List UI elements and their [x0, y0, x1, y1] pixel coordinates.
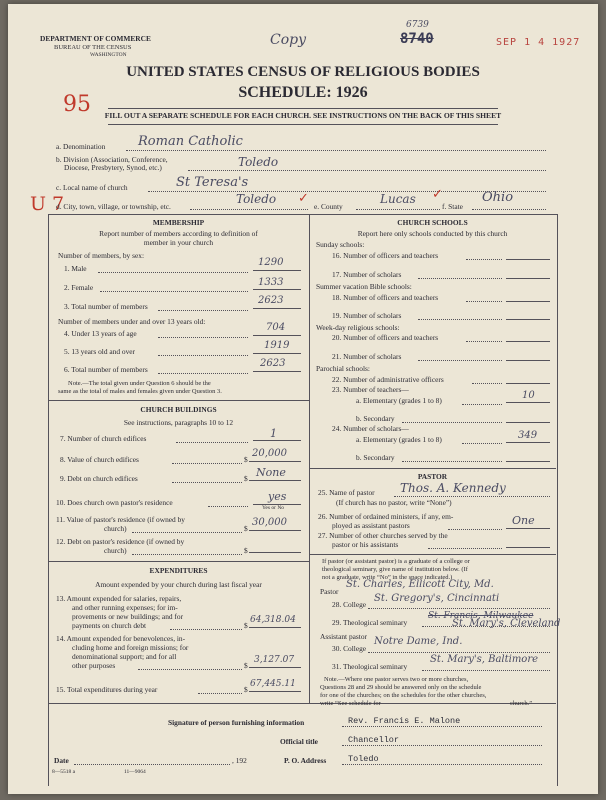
q18-label: 18. Number of officers and teachers	[332, 293, 439, 302]
q22-label: 22. Number of administrative officers	[332, 375, 444, 384]
q12-label: 12. Debt on pastor's residence (if owned by	[56, 537, 185, 546]
division-label: b. Division (Association, Conference,	[56, 155, 168, 164]
q19-label: 19. Number of scholars	[332, 311, 402, 320]
county-label: e. County	[314, 202, 343, 211]
membership-intro: Report number of members according to definition of	[99, 229, 258, 238]
year-label: , 192	[232, 756, 247, 765]
q1-value: 1290	[258, 257, 284, 268]
column-divider	[309, 214, 310, 669]
date-label: Date	[54, 756, 69, 765]
signature-value: Rev. Francis E. Malone	[348, 716, 461, 726]
expenditures-intro: Amount expended by your church during last fiscal year	[95, 580, 262, 589]
q14-value: 3,127.07	[254, 655, 295, 665]
parochial-schools-label: Parochial schools:	[316, 364, 370, 373]
q23b-label: b. Secondary	[356, 414, 395, 423]
dollar-sign: $	[244, 546, 248, 555]
membership-heading: MEMBERSHIP	[152, 218, 205, 227]
denomination-label: a. Denomination	[56, 142, 106, 151]
q25-value: Thos. A. Kennedy	[400, 481, 506, 495]
buildings-intro: See instructions, paragraphs 10 to 12	[123, 418, 234, 427]
q23a-label: a. Elementary (grades 1 to 8)	[356, 396, 442, 405]
official-title-value: Chancellor	[348, 735, 400, 745]
q10-value: yes	[268, 490, 287, 503]
q14-label-4: other purposes	[72, 661, 116, 670]
q27-label: 27. Number of other churches served by the	[318, 531, 448, 540]
q7-value: 1	[270, 427, 277, 440]
q9-value: None	[256, 466, 286, 479]
q14-label-2: cluding home and foreign missions; for	[72, 643, 189, 652]
age-label: Number of members under and over 13 years old:	[58, 317, 206, 326]
pastor-college-value: St. Charles, Ellicott City, Md.	[346, 579, 494, 590]
q11-value: 30,000	[252, 517, 287, 528]
by-sex-label: Number of members, by sex:	[58, 251, 144, 260]
q23a-value: 10	[522, 390, 535, 401]
division-label-2: Diocese, Presbytery, Synod, etc.)	[64, 163, 162, 172]
q27-label-2: pastor or his assistants	[332, 540, 399, 549]
q5-label: 5. 13 years old and over	[64, 347, 136, 356]
membership-note: Note.—The total given under Question 6 should be the	[68, 380, 211, 387]
q23-label: 23. Number of teachers—	[332, 385, 409, 394]
q24-label: 24. Number of scholars—	[332, 424, 409, 433]
membership-note-2: same as the total of males and females given under Question 3.	[58, 388, 222, 395]
q2-value: 1333	[258, 277, 284, 288]
city-value: Toledo	[236, 192, 277, 206]
q28-label: 28. College	[332, 600, 367, 609]
state-value: Ohio	[482, 190, 514, 205]
number-stamp: 8740	[400, 31, 434, 47]
margin-note-u7: U 7	[30, 193, 65, 215]
bureau-label: BUREAU OF THE CENSUS	[54, 44, 132, 51]
q25-label: 25. Name of pastor	[318, 488, 375, 497]
church-name-label: c. Local name of church	[56, 183, 128, 192]
schools-heading: CHURCH SCHOOLS	[397, 218, 468, 227]
sunday-schools-label: Sunday schools:	[316, 240, 365, 249]
q8-label: 8. Value of church edifices	[60, 455, 139, 464]
q14-label: 14. Amount expended for benevolences, in-	[56, 634, 186, 643]
q29-label: 29. Theological seminary	[332, 618, 408, 627]
assistant-value: St. Mary's, Cleveland	[452, 618, 561, 629]
dollar-sign: $	[244, 685, 248, 694]
margin-note-95: 95	[63, 92, 91, 117]
q17-label: 17. Number of scholars	[332, 270, 402, 279]
address-label: P. O. Address	[284, 756, 327, 765]
pastor-label: Pastor	[320, 587, 339, 596]
dollar-sign: $	[244, 524, 248, 533]
q3-value: 2623	[258, 295, 284, 306]
pastor-note-2: Questions 28 and 29 should be answered only on the schedule	[320, 684, 482, 691]
q13-value: 64,318.04	[250, 615, 296, 625]
q24b-label: b. Secondary	[356, 453, 395, 462]
q4-label: 4. Under 13 years of age	[64, 329, 137, 338]
copy-note: Copy	[270, 32, 307, 48]
q24a-value: 349	[518, 430, 538, 441]
pastor-note-3: for one of the churches; on the schedules for the other churches,	[320, 692, 487, 699]
q1-label: 1. Male	[64, 264, 87, 273]
q13-label-3: provements or new buildings; and for	[72, 612, 184, 621]
yes-no-hint: Yes or No	[262, 505, 285, 511]
church-name-value: St Teresa's	[176, 175, 249, 190]
q7-label: 7. Number of church edifices	[60, 434, 147, 443]
q8-value: 20,000	[252, 448, 287, 459]
pastor-note-4: write “See schedule for	[320, 700, 381, 707]
official-title-label: Official title	[280, 737, 318, 746]
q6-label: 6. Total number of members	[64, 365, 148, 374]
q20-label: 20. Number of officers and teachers	[332, 333, 439, 342]
membership-intro-2: member in your church	[143, 238, 214, 247]
form-subtitle: SCHEDULE: 1926	[238, 84, 368, 101]
q26-label-2: ployed as assistant pastors	[332, 521, 410, 530]
q29-value: St. Francis, Milwaukee	[428, 611, 534, 621]
q16-label: 16. Number of officers and teachers	[332, 251, 439, 260]
q15-value: 67,445.11	[250, 679, 296, 689]
q9-label: 9. Debt on church edifices	[60, 474, 138, 483]
check-mark: ✓	[432, 186, 443, 201]
dollar-sign: $	[244, 455, 248, 464]
q6-value: 2623	[260, 358, 286, 369]
schools-intro: Report here only schools conducted by this church	[357, 229, 508, 238]
form-number: 8—5518 a	[52, 769, 76, 775]
instruction-line: FILL OUT A SEPARATE SCHEDULE FOR EACH CHURCH. SEE INSTRUCTIONS ON THE BACK OF THIS SHEET	[104, 111, 502, 120]
graduate-note-2: theological seminary, give name of institution below. (If	[322, 566, 468, 573]
assistant-label: Assistant pastor	[320, 632, 368, 641]
pencil-number: 6739	[406, 20, 429, 30]
q2-label: 2. Female	[64, 283, 94, 292]
q15-label: 15. Total expenditures during year	[56, 685, 158, 694]
q3-label: 3. Total number of members	[64, 302, 148, 311]
q12-label-2: church)	[104, 546, 127, 555]
pastor-note: Note.—Where one pastor serves two or more churches,	[324, 676, 469, 683]
pastor-heading: PASTOR	[417, 472, 448, 481]
q26-label: 26. Number of ordained ministers, if any, em-	[318, 512, 454, 521]
graduate-note-3: not a graduate, write “No” in the space indicated.)	[322, 574, 453, 581]
q13-label: 13. Amount expended for salaries, repairs,	[56, 594, 182, 603]
q13-label-4: payments on church debt	[72, 621, 147, 630]
q24a-label: a. Elementary (grades 1 to 8)	[356, 435, 442, 444]
buildings-heading: CHURCH BUILDINGS	[140, 405, 217, 414]
q30-value: Notre Dame, Ind.	[374, 636, 463, 647]
q13-label-2: and other running expenses; for im-	[72, 603, 178, 612]
check-mark: ✓	[298, 190, 309, 205]
dept-label: DEPARTMENT OF COMMERCE	[40, 34, 151, 43]
date-stamp: SEP 1 4 1927	[496, 37, 581, 48]
census-schedule-form	[8, 4, 598, 794]
q14-label-3: denominational support; and for all	[72, 652, 177, 661]
weekday-schools-label: Week-day religious schools:	[316, 323, 400, 332]
expenditures-heading: EXPENDITURES	[149, 566, 208, 575]
q28-value: St. Gregory's, Cincinnati	[374, 593, 500, 604]
q10-label: 10. Does church own pastor's residence	[56, 498, 173, 507]
q31-label: 31. Theological seminary	[332, 662, 408, 671]
q31-value: St. Mary's, Baltimore	[430, 654, 539, 665]
dollar-sign: $	[244, 661, 248, 670]
address-value: Toledo	[348, 754, 379, 764]
q4-value: 704	[266, 322, 286, 333]
graduate-note: If pastor (or assistant pastor) is a graduate of a college or	[322, 558, 470, 565]
q11-label: 11. Value of pastor's residence (if owned by	[56, 515, 185, 524]
division-value: Toledo	[238, 155, 279, 169]
q25-hint: (If church has no pastor, write “None”)	[336, 498, 452, 507]
denomination-value: Roman Catholic	[138, 134, 243, 149]
instruction-rule	[108, 124, 498, 125]
county-value: Lucas	[380, 192, 416, 206]
title-rule	[108, 108, 498, 109]
city-label: WASHINGTON	[90, 52, 127, 58]
print-number: 11—9064	[124, 769, 146, 775]
q5-value: 1919	[264, 340, 290, 351]
dollar-sign: $	[244, 474, 248, 483]
signature-label: Signature of person furnishing information	[168, 718, 305, 727]
state-label: f. State	[442, 202, 463, 211]
dollar-sign: $	[244, 621, 248, 630]
summer-schools-label: Summer vacation Bible schools:	[316, 282, 412, 291]
pastor-note-5: church.”	[510, 700, 533, 707]
city-label: d. City, town, village, or township, etc.	[56, 202, 171, 211]
q11-label-2: church)	[104, 524, 127, 533]
q21-label: 21. Number of scholars	[332, 352, 402, 361]
q30-label: 30. College	[332, 644, 367, 653]
q26-value: One	[512, 514, 535, 527]
form-title: UNITED STATES CENSUS OF RELIGIOUS BODIES	[126, 64, 480, 80]
